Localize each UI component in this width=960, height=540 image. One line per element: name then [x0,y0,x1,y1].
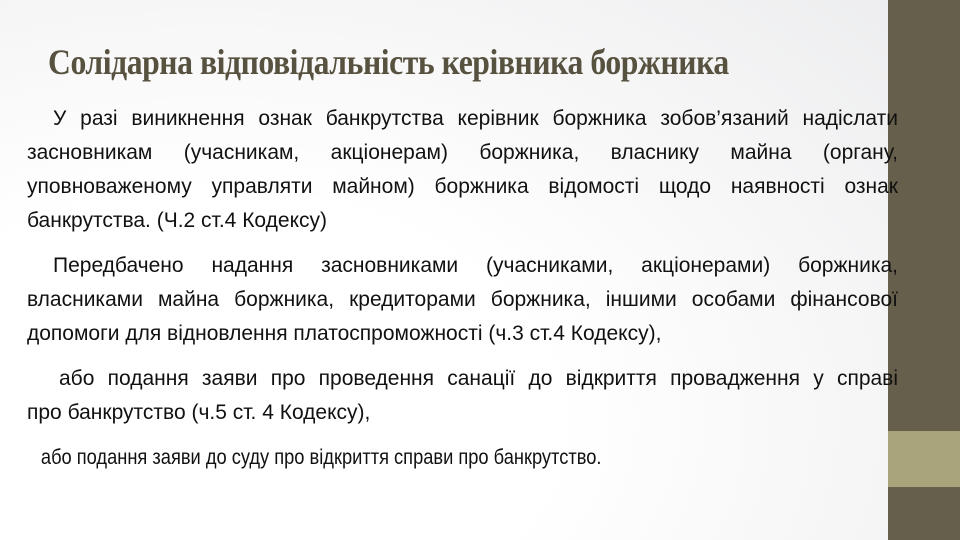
right-sidebar [888,0,960,540]
text-line: засновникам (учасникам, акціонерам) боржника, власнику майна (органу, [27,141,898,164]
paragraph [27,249,898,351]
text-line: уповноваженому управляти майном) боржника відомості щодо наявності ознак [27,175,898,198]
body-text [27,102,898,475]
slide-content [27,38,898,486]
page-title: Солідарна відповідальність керівника боржника [48,42,729,82]
text-line: або подання заяви до суду про відкриття справи про банкрутство. [40,446,602,469]
text-line: або подання заяви про проведення санації до відкриття провадження у справі [59,367,898,390]
text-line: власниками майна боржника, кредиторами боржника, іншими особами фінансової [27,288,898,311]
text-line: допомоги для відновлення платоспроможності (ч.3 ст.4 Кодексу), [27,322,662,345]
paragraph [27,102,898,238]
paragraph [27,362,898,430]
text-line: про банкрутство (ч.5 ст. 4 Кодексу), [27,401,371,424]
sidebar-accent-block [888,431,960,487]
text-line: У разі виникнення ознак банкрутства керівник боржника зобов’язаний надіслати [53,107,898,130]
text-line: Передбачено надання засновниками (учасниками, акціонерами) боржника, [53,254,898,277]
paragraph [27,441,891,475]
text-line: банкрутства. (Ч.2 ст.4 Кодексу) [27,209,327,232]
